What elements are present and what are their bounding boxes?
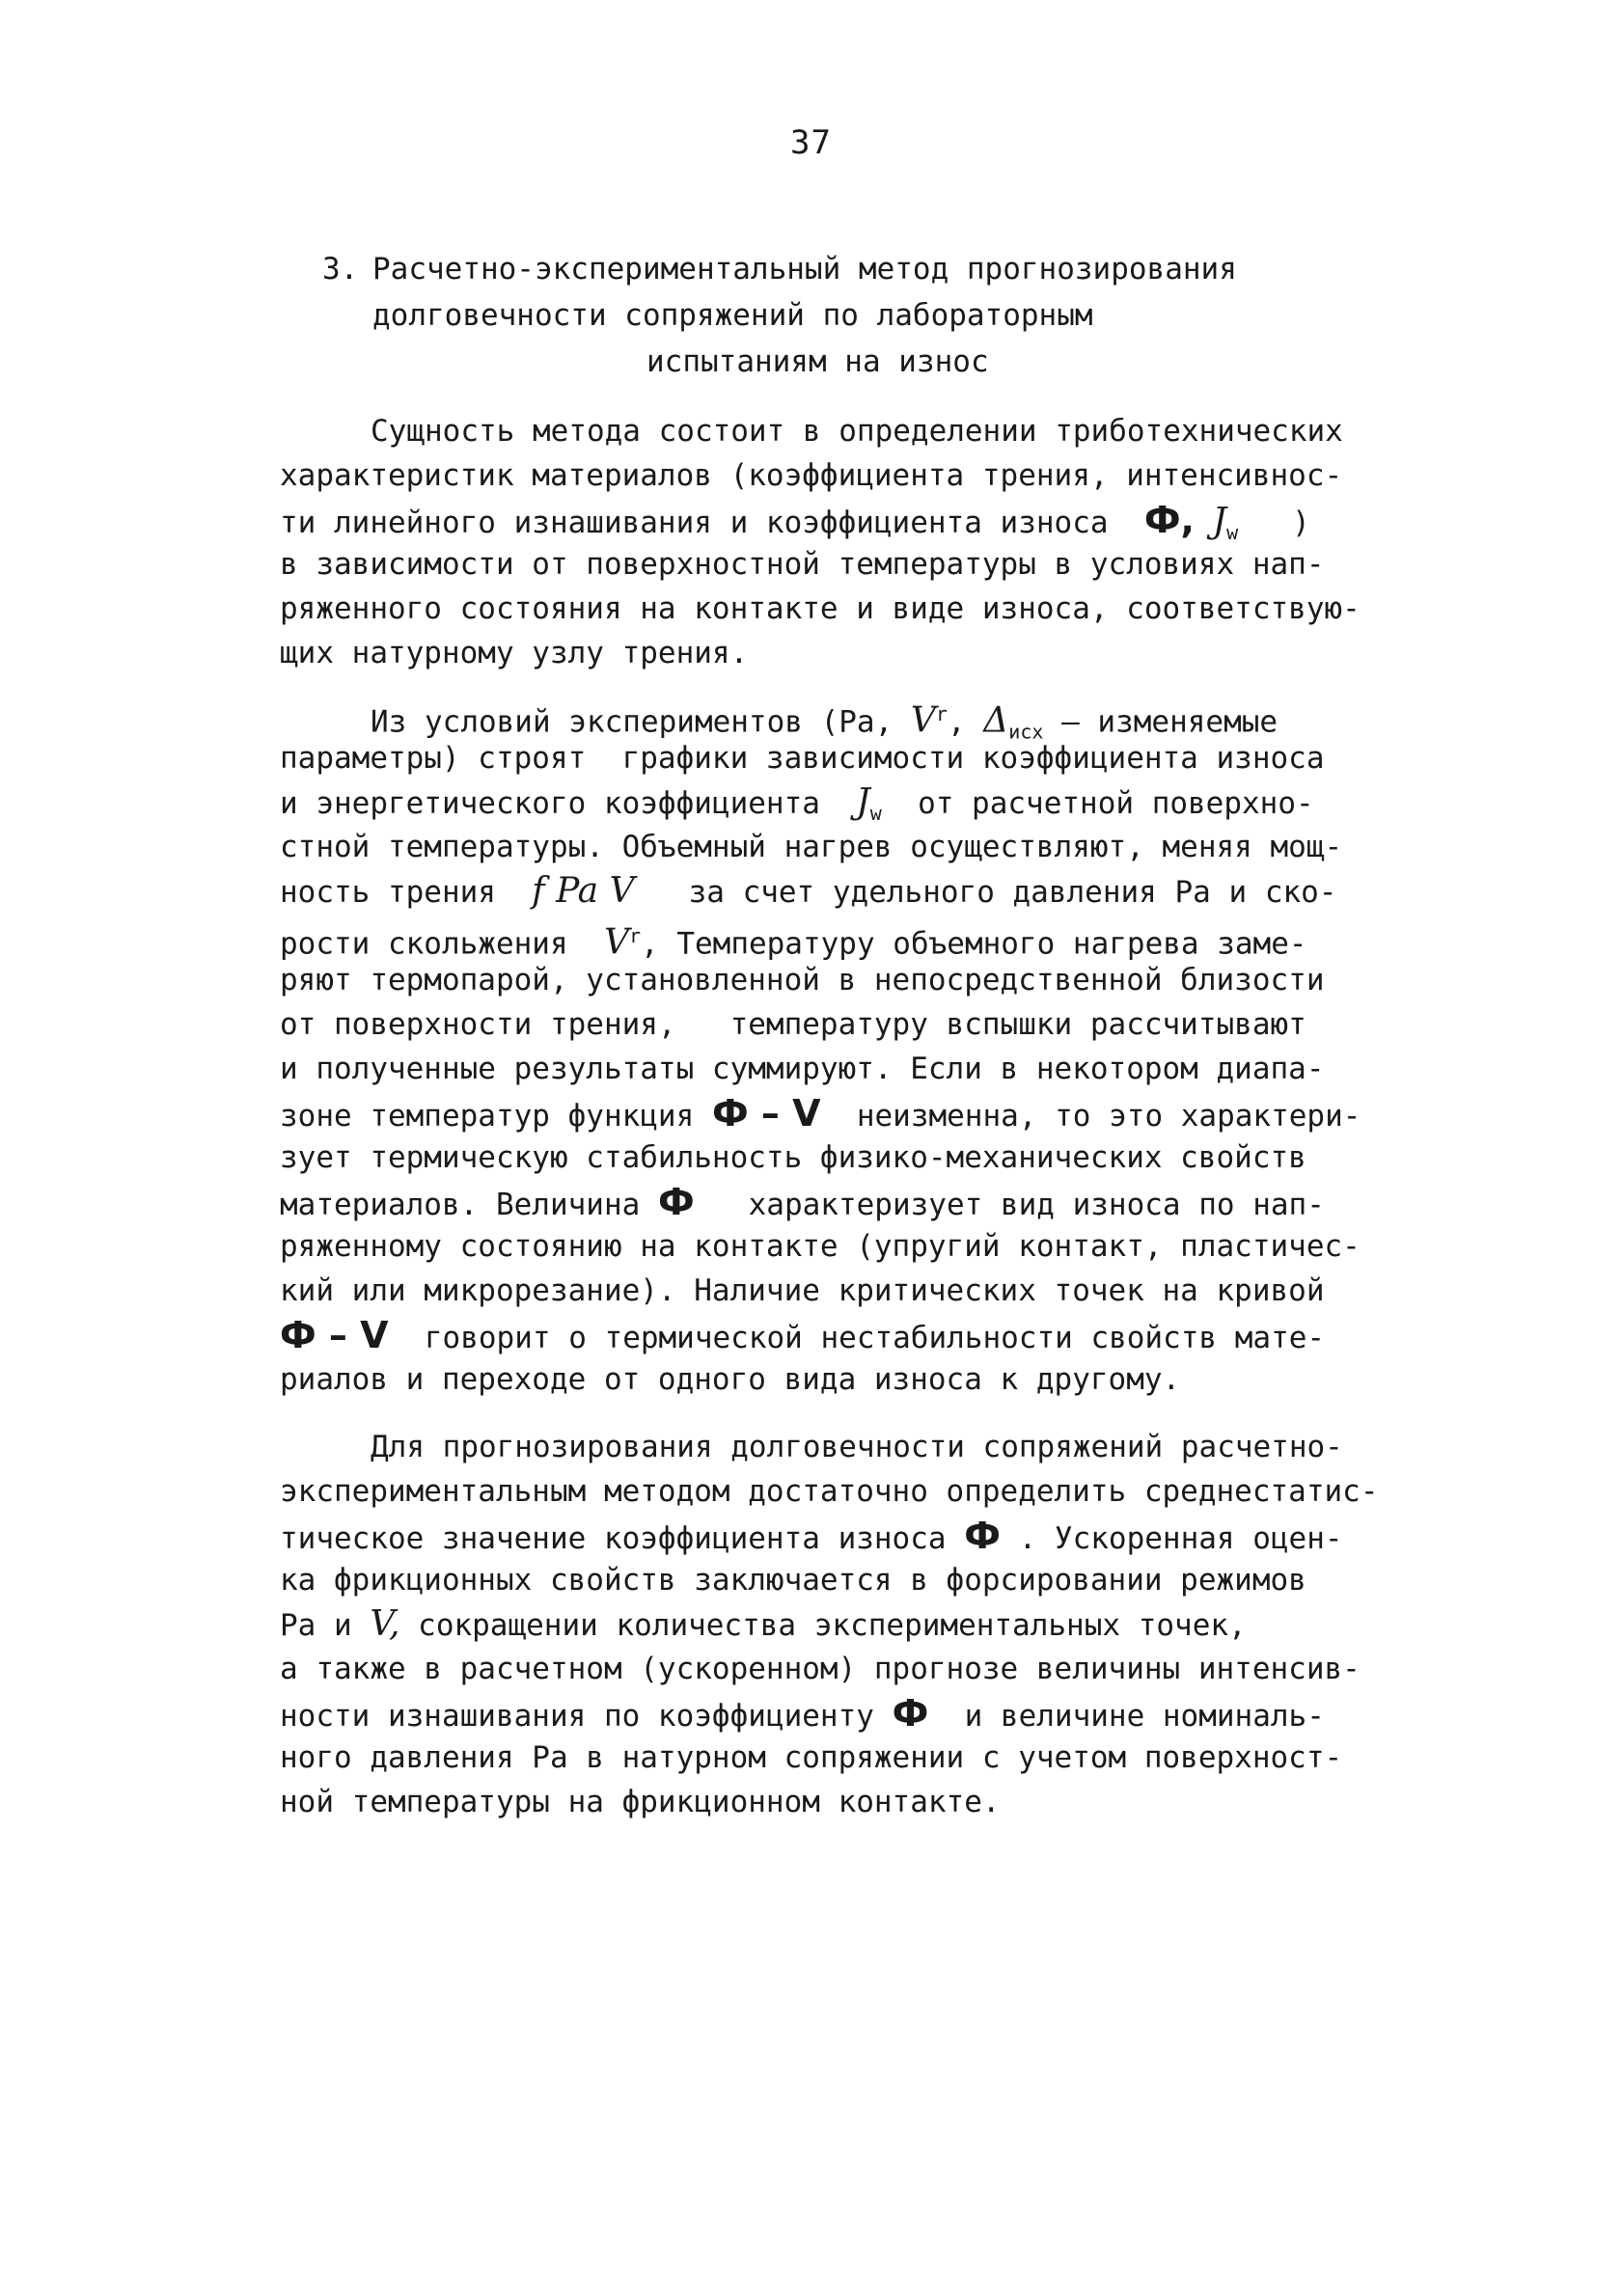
p2-line: риалов и переходе от одного вида износа к другому. bbox=[280, 1362, 1181, 1397]
phi-symbol: Ф, bbox=[1143, 499, 1195, 541]
p1-line: ряженного состояния на контакте и виде износа, соответствую- bbox=[280, 591, 1361, 626]
v-symbol: V bbox=[910, 700, 936, 741]
heading-line-2: долговечности сопряжений по лабораторным bbox=[372, 298, 1093, 333]
p1-line: в зависимости от поверхностной температуры в условиях нап- bbox=[280, 547, 1325, 582]
p3-line: Для прогнозирования долговечности сопряжений расчетно- bbox=[371, 1430, 1343, 1464]
p2-line: и полученные результаты суммируют. Если в некотором диапа- bbox=[280, 1052, 1325, 1086]
p1-line: Сущность метода состоит в определении триботехнических bbox=[371, 414, 1343, 449]
phi-symbol: Ф bbox=[964, 1515, 1001, 1557]
friction-power-formula: f Pa V bbox=[532, 871, 635, 911]
p3-line: ного давления Ра в натурном сопряжении с учетом поверхност- bbox=[280, 1740, 1343, 1775]
j-symbol: J bbox=[856, 782, 870, 822]
p2-line-5: ность трения f Pa V за счет удельного давления Ра и ско- bbox=[280, 871, 1337, 911]
phi-v-function: Ф – V bbox=[711, 1092, 821, 1134]
p2-line: зует термическую стабильность физико-механических свойств bbox=[280, 1140, 1306, 1175]
p2-line-6: рости скольжения $V^r$, Температуру объемного нагрева заме- bbox=[280, 922, 1307, 963]
p3-line: ка фрикционных свойств заключается в форсировании режимов bbox=[280, 1563, 1306, 1598]
p1-line: характеристик материалов (коэффициента трения, интенсивнос- bbox=[280, 458, 1343, 493]
p3-line: а также в расчетном (ускоренном) прогнозе величины интенсив- bbox=[280, 1652, 1361, 1686]
p2-line-15: Ф – V говорит о термической нестабильности свойств мате- bbox=[280, 1314, 1326, 1356]
p2-line: ряженному состоянию на контакте (упругий контакт, пластичес- bbox=[280, 1229, 1361, 1264]
p3-line-3: тическое значение коэффициента износа Ф . Ускоренная оцен- bbox=[280, 1515, 1343, 1557]
p3-line-5: Ра и V, сокращении количества экспериментальных точек, bbox=[280, 1604, 1247, 1644]
v-symbol: V bbox=[603, 922, 629, 963]
p2-line: от поверхности трения, температуру вспышки рассчитывают bbox=[280, 1007, 1306, 1042]
j-symbol: J bbox=[1212, 502, 1227, 541]
heading-line-1: Расчетно-экспериментальный метод прогнозирования bbox=[372, 252, 1237, 287]
p3-line: экспериментальным методом достаточно определить среднестатис- bbox=[280, 1474, 1379, 1509]
p2-line: стной температуры. Объемный нагрев осуществляют, меняя мощ- bbox=[280, 830, 1343, 864]
p1-line: щих натурному узлу трения. bbox=[280, 636, 749, 670]
phi-symbol: Ф bbox=[657, 1181, 695, 1223]
page-number: 37 bbox=[790, 123, 832, 162]
p2-line-10: зоне температур функция Ф – V неизменна, то это характери- bbox=[280, 1092, 1361, 1134]
heading-line-3: испытаниям на износ bbox=[646, 344, 989, 379]
p1-line-3: ти линейного изнашивания и коэффициента износа Ф, $J_w$ ) bbox=[280, 499, 1310, 545]
v-symbol: V, bbox=[370, 1604, 400, 1644]
p2-line-12: материалов. Величина Ф характеризует вид износа по нап- bbox=[280, 1181, 1325, 1223]
heading-number: 3. bbox=[322, 252, 359, 287]
p3-line: ной температуры на фрикционном контакте. bbox=[280, 1785, 1001, 1819]
p2-line: ряют термопарой, установленной в непосредственной близости bbox=[280, 963, 1325, 998]
p2-line-3: и энергетического коэффициента $J_w$ от расчетной поверхно- bbox=[280, 782, 1314, 826]
p2-line-1: Из условий экспериментов (Ра, $V^r$, $\Delta_{исх}$ – изменяемые bbox=[371, 700, 1278, 744]
phi-symbol: Ф bbox=[892, 1692, 929, 1735]
p3-line-7: ности изнашивания по коэффициенту Ф и величине номиналь- bbox=[280, 1692, 1325, 1735]
phi-v-function: Ф – V bbox=[280, 1314, 389, 1356]
p2-line: параметры) строят графики зависимости коэффициента износа bbox=[280, 741, 1325, 776]
p2-line: кий или микрорезание). Наличие критических точек на кривой bbox=[280, 1273, 1325, 1308]
